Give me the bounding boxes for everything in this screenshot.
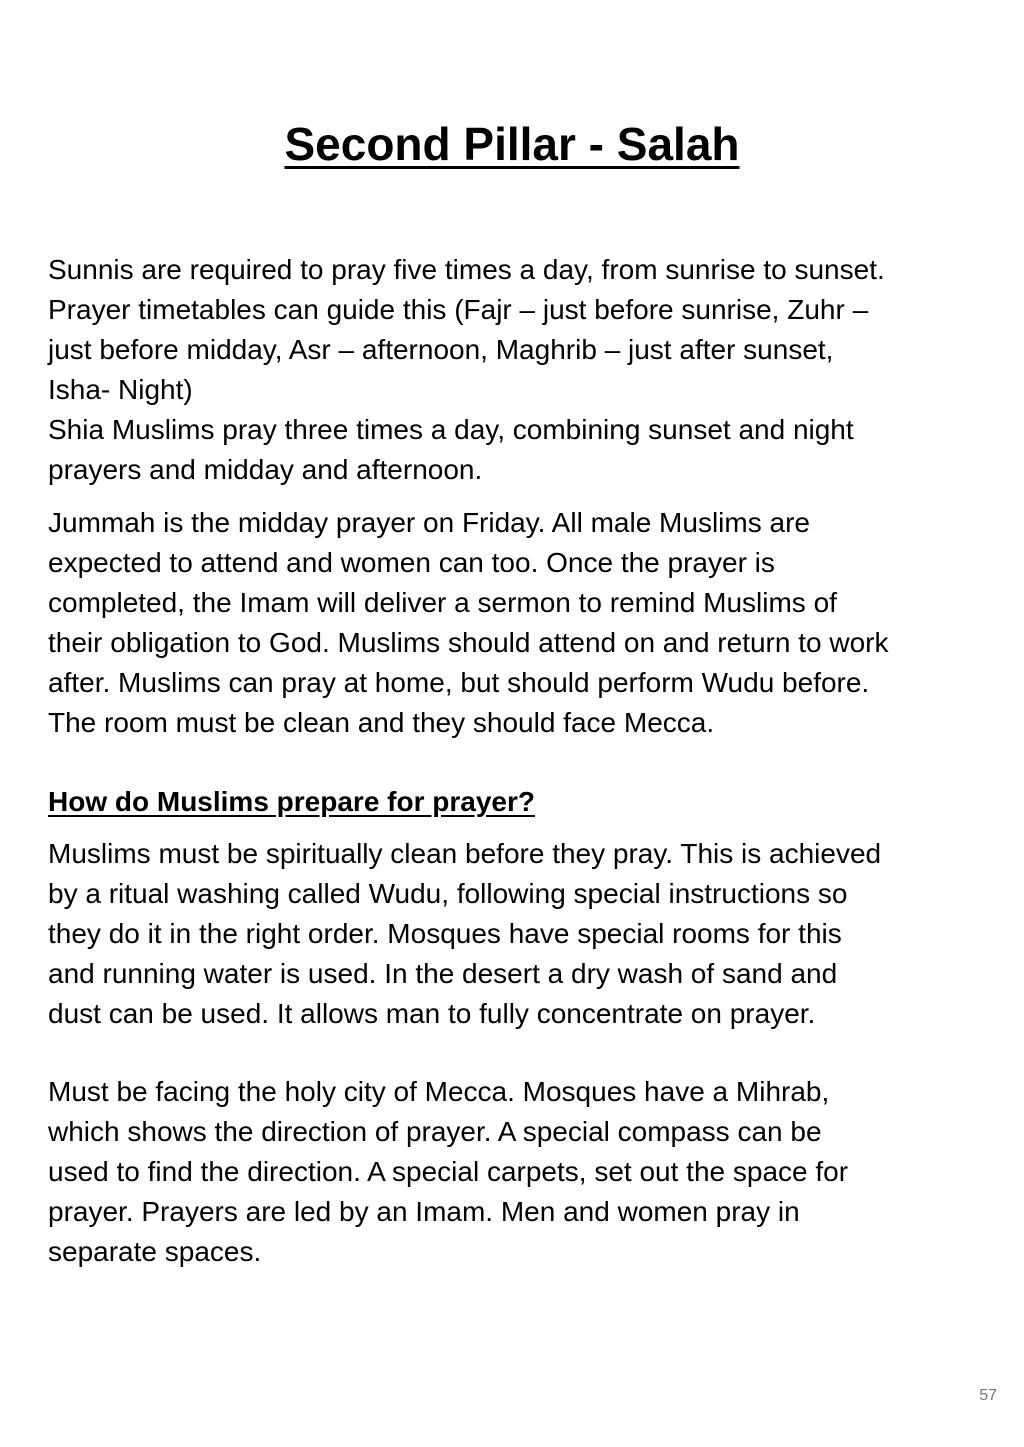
- section-heading-prepare: How do Muslims prepare for prayer?: [48, 786, 535, 817]
- page-number: 57: [979, 1387, 997, 1404]
- paragraph-jummah: Jummah is the midday prayer on Friday. All male Muslims are expected to attend and women can too. Once the prayer is completed, the Imam will deliver a sermon to remind Muslims of their obligation to God. Muslims should attend on and return to work after. Muslims can pray at home, but should perform Wudu before. The room must be clean and they should face Mecca.: [48, 507, 889, 738]
- paragraph-prayer-times: Sunnis are required to pray five times a day, from sunrise to sunset. Prayer timetables can guide this (Fajr – just before sunrise, Zuhr – just before midday, Asr – afternoon, Maghrib – just after sunset, Isha- Night) Shia Muslims pray three times a day, combining sunset and night prayers and midday and afternoon.: [48, 254, 885, 485]
- paragraph-wudu: Muslims must be spiritually clean before they pray. This is achieved by a ritual washing called Wudu, following special instructions so they do it in the right order. Mosques have special rooms for this and running water is used. In the desert a dry wash of sand and dust can be used. It allows man to fully concentrate on prayer.: [48, 838, 882, 1029]
- page-title: Second Pillar - Salah: [284, 118, 740, 170]
- paragraph-mecca-direction: Must be facing the holy city of Mecca. Mosques have a Mihrab, which shows the direction of prayer. A special compass can be used to find the direction. A special carpets, set out the space for prayer. Prayers are led by an Imam. Men and women pray in separate spaces.: [48, 1076, 849, 1267]
